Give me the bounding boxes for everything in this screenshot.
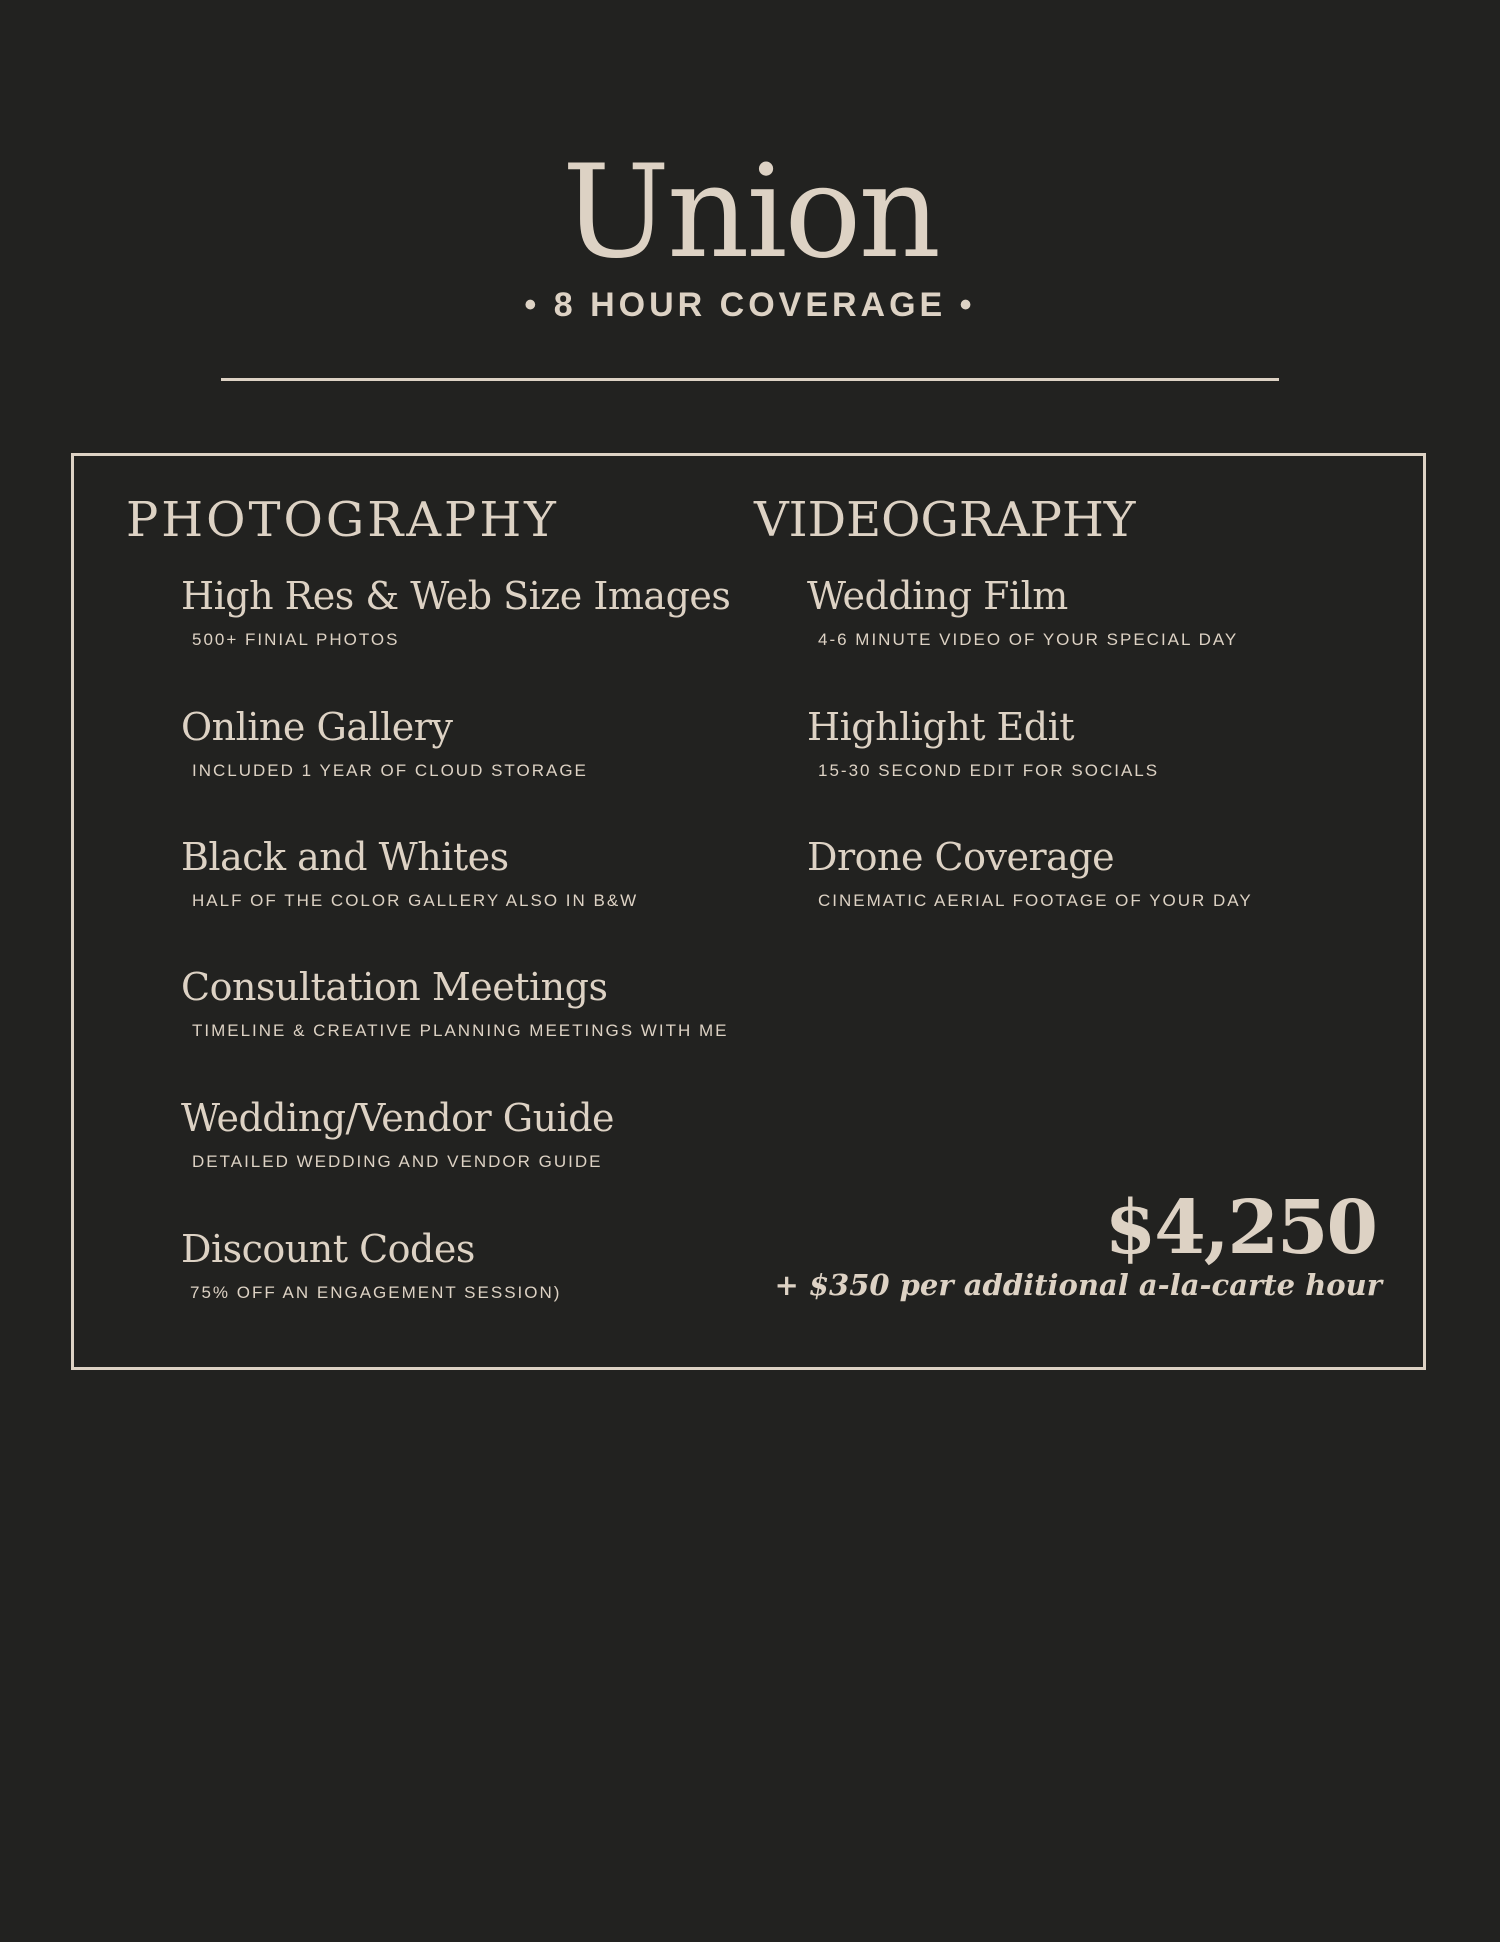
- item-title: Consultation Meetings: [181, 965, 608, 1009]
- item-title: Black and Whites: [181, 835, 509, 879]
- videography-item-wedding-film: [807, 574, 1238, 650]
- item-description: 75% OFF AN ENGAGEMENT SESSION): [190, 1283, 562, 1302]
- package-title: Union: [562, 138, 938, 287]
- item-title: Wedding Film: [807, 574, 1068, 618]
- package-price: $4,250: [1104, 1185, 1376, 1271]
- item-description: TIMELINE & CREATIVE PLANNING MEETINGS WITH ME: [192, 1021, 729, 1040]
- photography-heading: PHOTOGRAPHY: [126, 492, 559, 548]
- photography-item-online-gallery: [181, 705, 588, 781]
- additional-hour-note: + $350 per additional a-la-carte hour: [774, 1268, 1382, 1302]
- photography-item-consultation: [181, 965, 728, 1041]
- coverage-subtitle: • 8 HOUR COVERAGE •: [524, 286, 976, 324]
- item-description: DETAILED WEDDING AND VENDOR GUIDE: [192, 1152, 603, 1171]
- item-title: Drone Coverage: [807, 835, 1115, 879]
- item-description: INCLUDED 1 YEAR OF CLOUD STORAGE: [192, 761, 588, 780]
- item-title: Highlight Edit: [807, 705, 1075, 749]
- item-title: Discount Codes: [181, 1227, 475, 1271]
- item-title: Wedding/Vendor Guide: [181, 1096, 615, 1140]
- item-title: Online Gallery: [181, 705, 453, 749]
- item-description: 500+ FINIAL PHOTOS: [192, 630, 400, 649]
- item-description: 4-6 MINUTE VIDEO OF YOUR SPECIAL DAY: [818, 630, 1239, 649]
- header-divider: [221, 378, 1279, 381]
- photography-item-discount-codes: [181, 1227, 561, 1303]
- photography-item-vendor-guide: [181, 1096, 614, 1172]
- videography-item-highlight-edit: [807, 705, 1159, 781]
- videography-item-drone-coverage: [807, 835, 1253, 911]
- item-description: CINEMATIC AERIAL FOOTAGE OF YOUR DAY: [818, 891, 1253, 910]
- photography-item-black-and-whites: [181, 835, 638, 911]
- videography-heading: VIDEOGRAPHY: [754, 492, 1136, 548]
- item-description: 15-30 SECOND EDIT FOR SOCIALS: [818, 761, 1160, 780]
- photography-item-images: [181, 574, 730, 650]
- item-description: HALF OF THE COLOR GALLERY ALSO IN B&W: [192, 891, 639, 910]
- item-title: High Res & Web Size Images: [181, 574, 731, 618]
